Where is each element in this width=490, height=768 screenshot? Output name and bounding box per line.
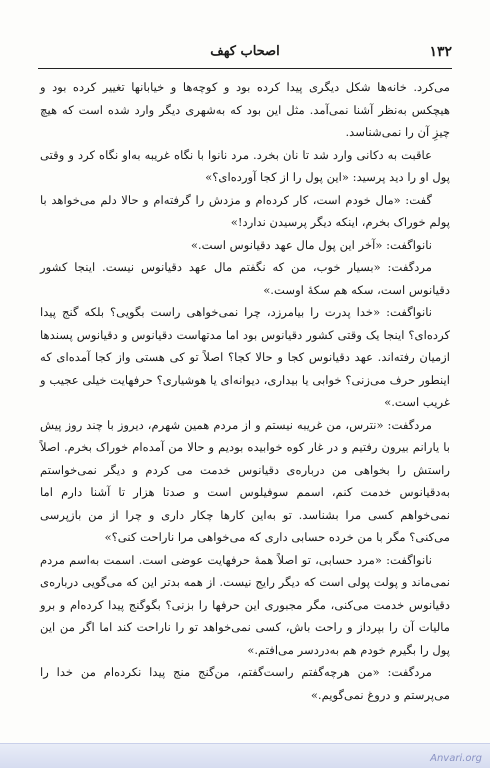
paragraph-6: نانواگفت: «خدا پدرت را بیامرزد، چرا نمی‌خواهی راست بگویی؟ بلکه گنج پیدا کرده‌ای؟ اینجا یک وقتی کشور دقیانوس بود اما مدتهاست دقیانوس و دقیانوس پسندها ازمیان رفته‌اند. عهد دقیانوس کجا و حالا کجا؟ اصلاً تو کی هستی واز کجا آمده‌ای که اینطور حرف می‌زنی؟ خوابی یا بیداری، دیوانه‌ای یا هوشیاری؟ حرفهایت خیلی عجیب و غریب است.»	[40, 305, 450, 409]
body-text	[40, 76, 450, 706]
paragraph-9: مردگفت: «من هرچه‌گفتم راست‌گفتم، من‌گنج منج پیدا نکرده‌ام من خدا را می‌پرستم و دروغ نمی‌گویم.»	[40, 665, 450, 702]
paragraph-3: گفت: «مال خودم است، کار کرده‌ام و مزدش را گرفته‌ام و حالا دلم می‌خواهد با پولم خوراک بخرم، اینکه دیگر پرسیدن ندارد!»	[40, 192, 450, 229]
paragraph-7: مردگفت: «نترس، من غریبه نیستم و از مردم همین شهرم، دیروز با چند روز پیش با یارانم بیرون رفتیم و در غار کوه خوابیده بودیم و حالا من آمده‌ام خوراک بخرم. اصلاً راستش را بخواهی من درباره‌ی دقیانوس خدمت می کردم و دیگر نمی‌خواستم به‌دقیانوس خدمت کنم، اسمم سوفیلوس است و صدتا هزار تا آشنا دارم اما نمی‌خواهم کسی مرا بشناسد. تو به‌این کارها چکار داری و چرا از من بازپرسی می‌کنی؟ مگر با من خرده حسابی داری که می‌خواهی مرا ناراحت کنی؟»	[40, 417, 450, 544]
page-header	[38, 44, 452, 64]
page-number: ۱۳۲	[429, 44, 452, 60]
header-rule	[38, 68, 452, 69]
paragraph-8: نانواگفت: «مرد حسابی، تو اصلاً همهٔ حرفهایت عوضی است. اسمت به‌اسم مردم نمی‌ماند و پولت پولی است که دیگر رایج نیست. از همه بدتر این که می‌گویی درباره‌ی دقیانوس خدمت می‌کنی، مگر مجبوری این حرفها را بزنی؟ بگوگنج پیدا کرده‌ام و برو مالیات آن را بپرداز و راحت باش، کسی نمی‌خواهد تو را ناراحت کند اما اگر من این پول را بگیرم خودم هم به‌دردسر می‌افتم.»	[40, 552, 450, 657]
paragraph-1: می‌کرد. خانه‌ها شکل دیگری پیدا کرده بود و کوچه‌ها و خیابانها تغییر کرده بود و هیچکس به‌نظر آشنا نمی‌آمد. مثل این بود که به‌شهری دیگر وارد شده است که هیچ چیزِ آن را نمی‌شناسد.	[40, 80, 450, 139]
paragraph-4: نانواگفت: «آخر این پول مال عهد دقیانوس است.»	[190, 237, 432, 252]
footer-band	[0, 743, 490, 768]
paragraph-2: عاقبت به دکانی وارد شد تا نان بخرد. مرد نانوا با نگاه غریبه به‌او نگاه کرد و وقتی پول او را دید پرسید: «این پول را از کجا آورده‌ای؟»	[40, 147, 450, 184]
watermark: Anvari.org	[430, 753, 482, 764]
paragraph-5: مردگفت: «بسیار خوب، من که نگفتم مال عهد دقیانوس نیست. اینجا کشور دقیانوس است، سکه هم سکهٔ اوست.»	[40, 260, 450, 297]
running-title: اصحاب کهف	[210, 44, 280, 59]
